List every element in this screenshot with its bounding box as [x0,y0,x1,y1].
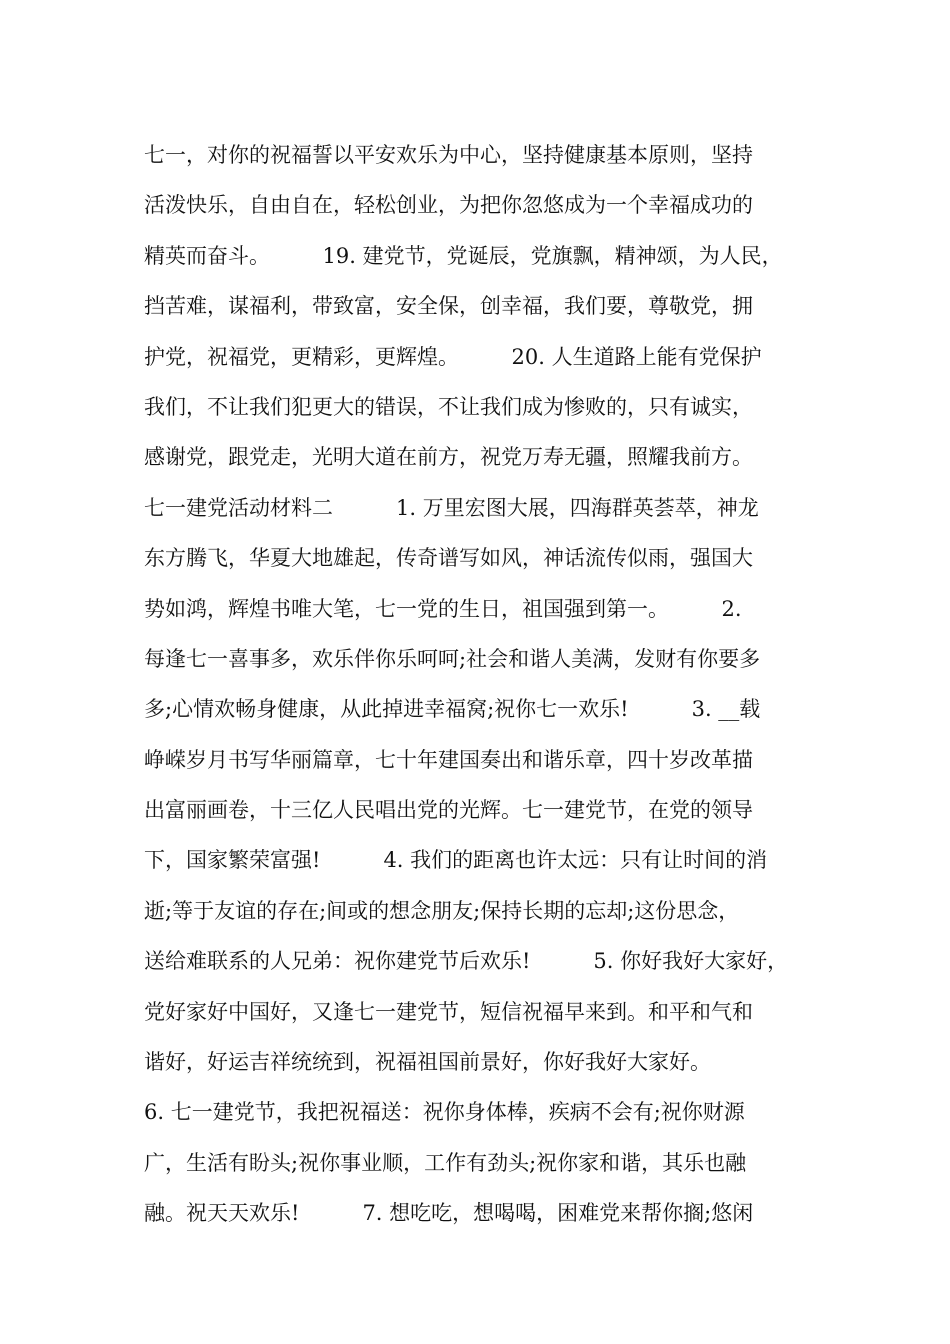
text-line: 逝;等于友谊的存在;间或的想念朋友;保持长期的忘却;这份思念， [144,898,740,923]
text-line: 精英而奋斗。 19. 建党节，党诞辰，党旗飘，精神颂，为人民， [144,243,783,268]
text-line: 多;心情欢畅身健康，从此掉进幸福窝;祝你七一欢乐! 3. __载 [144,697,761,722]
text-line: 每逢七一喜事多，欢乐伴你乐呵呵;社会和谐人美满，发财有你要多 [144,646,761,671]
text-line: 护党，祝福党，更精彩，更辉煌。 20. 人生道路上能有党保护 [144,344,762,369]
text-line: 6. 七一建党节，我把祝福送：祝你身体棒，疾病不会有;祝你财源 [144,1100,745,1125]
text-line: 活泼快乐，自由自在，轻松创业，为把你忽悠成为一个幸福成功的 [144,193,753,218]
text-line: 广，生活有盼头;祝你事业顺，工作有劲头;祝你家和谐，其乐也融 [144,1150,747,1175]
text-line: 峥嵘岁月书写华丽篇章，七十年建国奏出和谐乐章，四十岁改革描 [144,747,753,772]
text-line: 挡苦难，谋福利，带致富，安全保，创幸福，我们要，尊敬党，拥 [144,294,753,319]
text-line: 下，国家繁荣富强! 4. 我们的距离也许太远：只有让时间的消 [144,848,768,873]
text-line: 出富丽画卷，十三亿人民唱出党的光辉。七一建党节，在党的领导 [144,798,753,823]
text-line: 七一建党活动材料二 1. 万里宏图大展，四海群英荟萃，神龙 [144,495,759,520]
text-line: 感谢党，跟党走，光明大道在前方，祝党万寿无疆，照耀我前方。 [144,445,753,470]
text-line: 党好家好中国好，又逢七一建党节，短信祝福早来到。和平和气和 [144,999,753,1024]
text-line: 我们，不让我们犯更大的错误，不让我们成为惨败的，只有诚实， [144,394,753,419]
text-line: 送给难联系的人兄弟：祝你建党节后欢乐! 5. 你好我好大家好， [144,949,789,974]
text-line: 七一，对你的祝福誓以平安欢乐为中心，坚持健康基本原则，坚持 [144,143,753,167]
text-line: 融。祝天天欢乐! 7. 想吃吃，想喝喝，困难党来帮你搁;悠闲 [144,1201,754,1226]
document-body [144,130,834,1239]
text-line: 东方腾飞，华夏大地雄起，传奇谱写如风，神话流传似雨，强国大 [144,546,753,571]
text-line: 谐好，好运吉祥统统到，祝福祖国前景好，你好我好大家好。 [144,1050,711,1075]
text-line: 势如鸿，辉煌书唯大笔，七一党的生日，祖国强到第一。 2. [144,596,742,621]
